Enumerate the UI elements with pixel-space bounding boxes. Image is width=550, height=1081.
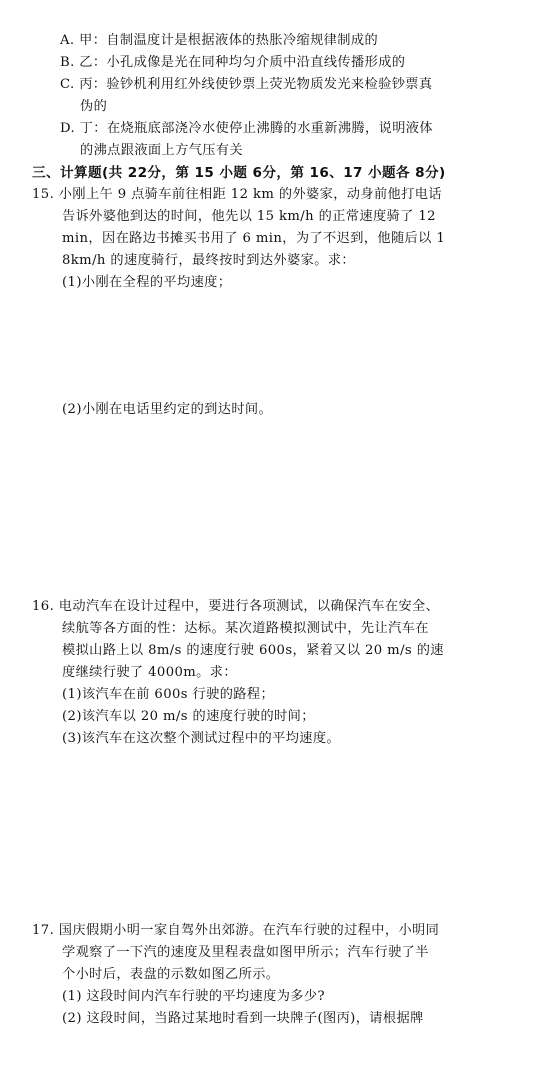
q17-line-3: 个小时后，表盘的示数如图乙所示。 bbox=[62, 967, 280, 982]
option-b: B. 乙：小孔成像是光在同种均匀介质中沿直线传播形成的 bbox=[60, 55, 406, 70]
q15-line-3: min，因在路边书摊买书用了 6 min，为了不迟到，他随后以 1 bbox=[62, 231, 446, 246]
q16-sub-1: (1)该汽车在前 600s 行驶的路程； bbox=[62, 687, 275, 702]
q16-line-4: 度继续行驶了 4000m。求： bbox=[62, 665, 237, 680]
q17-sub-1: (1) 这段时间内汽车行驶的平均速度为多少? bbox=[62, 989, 325, 1004]
option-a: A. 甲：自制温度计是根据液体的热胀冷缩规律制成的 bbox=[60, 33, 379, 48]
q17-line-2: 学观察了一下汽的速度及里程表盘如图甲所示；汽车行驶了半 bbox=[62, 945, 429, 960]
option-d-continuation: 的沸点跟液面上方气压有关 bbox=[80, 143, 244, 158]
q16-sub-2: (2)该汽车以 20 m/s 的速度行驶的时间； bbox=[62, 709, 315, 724]
q16-line-2: 续航等各方面的性：达标。某次道路模拟测试中，先让汽车在 bbox=[62, 621, 429, 636]
q15-sub-2: (2)小刚在电话里约定的到达时间。 bbox=[62, 402, 273, 417]
option-d: D. 丁：在烧瓶底部浇冷水使停止沸腾的水重新沸腾，说明液体 bbox=[60, 121, 433, 136]
q15-line-4: 8km/h 的速度骑行，最终按时到达外婆家。求： bbox=[62, 253, 355, 268]
section-header: 三、计算题(共 22分，第 15 小题 6分，第 16、17 小题各 8分) bbox=[32, 165, 446, 181]
q15-sub-1: (1)小刚在全程的平均速度； bbox=[62, 275, 232, 290]
option-c: C. 丙：验钞机利用红外线使钞票上荧光物质发光来检验钞票真 bbox=[60, 77, 433, 92]
q15-line-2: 告诉外婆他到达的时间，他先以 15 km/h 的正常速度骑了 12 bbox=[62, 209, 436, 224]
q16-sub-3: (3)该汽车在这次整个测试过程中的平均速度。 bbox=[62, 731, 341, 746]
q16-line-3: 模拟山路上以 8m/s 的速度行驶 600s，紧着又以 20 m/s 的速 bbox=[62, 643, 444, 658]
q15-line-1: 15. 小刚上午 9 点骑车前往相距 12 km 的外婆家，动身前他打电话 bbox=[32, 187, 442, 202]
q16-line-1: 16. 电动汽车在设计过程中，要进行各项测试，以确保汽车在安全、 bbox=[32, 599, 440, 614]
q17-sub-2: (2) 这段时间，当路过某地时看到一块牌子(图丙)，请根据牌 bbox=[62, 1011, 424, 1026]
q17-line-1: 17. 国庆假期小明一家自驾外出郊游。在汽车行驶的过程中，小明同 bbox=[32, 923, 440, 938]
option-c-continuation: 伪的 bbox=[80, 99, 108, 114]
